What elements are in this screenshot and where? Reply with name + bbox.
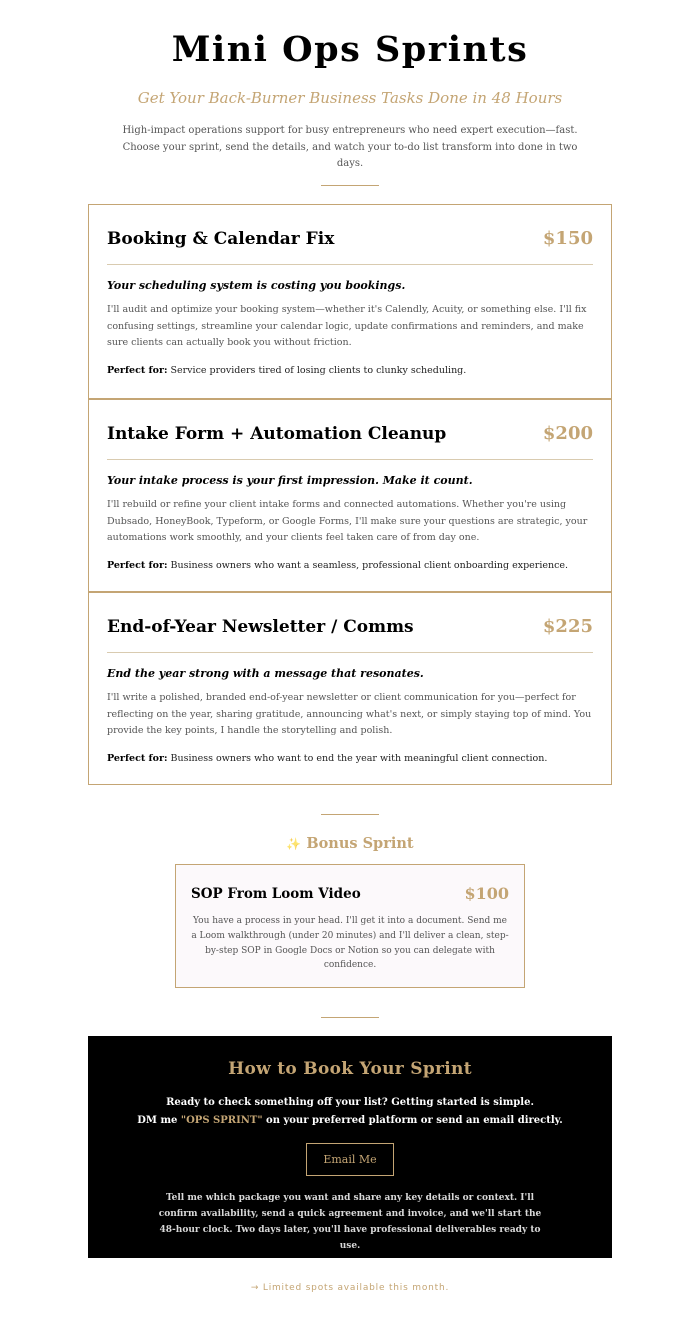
package-rule xyxy=(107,264,593,265)
package-fit xyxy=(107,751,593,767)
package-tagline: Your intake process is your first impression. Make it count. xyxy=(107,474,473,487)
fit-text: Business owners who want a seamless, professional client onboarding experience. xyxy=(170,560,569,571)
package-newsletter-comms xyxy=(89,591,611,784)
email-me-button[interactable]: Email Me xyxy=(306,1143,394,1176)
package-tagline: Your scheduling system is costing you bookings. xyxy=(107,279,406,292)
booking-lead-line xyxy=(88,1112,612,1130)
package-fit xyxy=(107,363,593,379)
bonus-card xyxy=(175,864,525,988)
fit-label: Perfect for: xyxy=(107,560,168,571)
sparkles-icon: ✨ xyxy=(286,837,302,851)
booking-lead-line: Ready to check something off your list? Getting started is simple. xyxy=(166,1097,534,1108)
package-intake-automation xyxy=(89,398,611,591)
package-description: I'll audit and optimize your booking system—whether it's Calendly, Acuity, or something else. I'll fix confusing settings, streamline your calendar logic, update confirmations and reminders, and make sure clients can actually book you without friction. xyxy=(107,304,587,348)
arrow-right-icon: → xyxy=(250,1283,260,1293)
package-price: $225 xyxy=(542,616,593,637)
booking-lead-suffix: on your preferred platform or send an email directly. xyxy=(266,1115,563,1126)
booking-section xyxy=(88,1036,612,1258)
package-header xyxy=(107,615,593,639)
package-header xyxy=(107,422,593,446)
section-divider xyxy=(321,185,379,186)
package-name: Intake Form + Automation Cleanup xyxy=(107,424,447,444)
package-header xyxy=(107,227,593,251)
package-description: I'll write a polished, branded end-of-year newsletter or client communication for you—perfect for reflecting on the year, sharing gratitude, announcing what's next, or simply staying top of mind. You provide the key points, I handle the storytelling and polish. xyxy=(107,692,592,736)
bonus-price: $100 xyxy=(464,884,509,903)
fit-text: Business owners who want to end the year with meaningful client connection. xyxy=(170,753,548,764)
page-subtitle: Get Your Back-Burner Business Tasks Done in 48 Hours xyxy=(137,89,563,107)
booking-lead xyxy=(88,1094,612,1130)
ops-sprint-code: "OPS SPRINT" xyxy=(180,1115,263,1126)
package-price: $150 xyxy=(542,228,593,249)
packages-list xyxy=(88,204,612,785)
fit-label: Perfect for: xyxy=(107,753,168,764)
section-divider xyxy=(321,814,379,815)
page-title: Mini Ops Sprints xyxy=(171,29,529,70)
package-booking-calendar xyxy=(89,205,611,398)
package-name: Booking & Calendar Fix xyxy=(107,229,335,249)
footer-note xyxy=(0,1281,700,1295)
booking-lead-prefix: DM me xyxy=(137,1115,178,1126)
bonus-heading xyxy=(0,834,700,854)
package-tagline: End the year strong with a message that resonates. xyxy=(107,667,424,680)
fit-label: Perfect for: xyxy=(107,365,168,376)
bonus-description: You have a process in your head. I'll get it into a document. Send me a Loom walkthrough (under 20 minutes) and I'll deliver a clean, step-by-step SOP in Google Docs or Notion so you can delegate with confidence. xyxy=(191,916,509,971)
section-divider xyxy=(321,1017,379,1018)
booking-title: How to Book Your Sprint xyxy=(228,1059,472,1079)
package-name: End-of-Year Newsletter / Comms xyxy=(107,617,414,637)
fit-text: Service providers tired of losing clients to clunky scheduling. xyxy=(170,365,467,376)
package-rule xyxy=(107,652,593,653)
bonus-name: SOP From Loom Video xyxy=(191,886,361,902)
package-price: $200 xyxy=(542,423,593,444)
booking-note: Tell me which package you want and share any key details or context. I'll confirm availability, send a quick agreement and invoice, and we'll start the 48-hour clock. Two days later, you'll have professional deliverables ready to use. xyxy=(158,1193,542,1251)
package-rule xyxy=(107,459,593,460)
footer-note-text: Limited spots available this month. xyxy=(262,1283,450,1293)
intro-text: High-impact operations support for busy entrepreneurs who need expert execution—fast. Choose your sprint, send the details, and watch your to-do list transform into done in two days. xyxy=(122,125,578,169)
bonus-heading-text: Bonus Sprint xyxy=(306,835,414,852)
package-fit xyxy=(107,558,593,574)
package-description: I'll rebuild or refine your client intake forms and connected automations. Whether you're using Dubsado, HoneyBook, Typeform, or Google Forms, I'll make sure your questions are strategic, your automations work smoothly, and your clients feel taken care of from day one. xyxy=(107,499,588,543)
